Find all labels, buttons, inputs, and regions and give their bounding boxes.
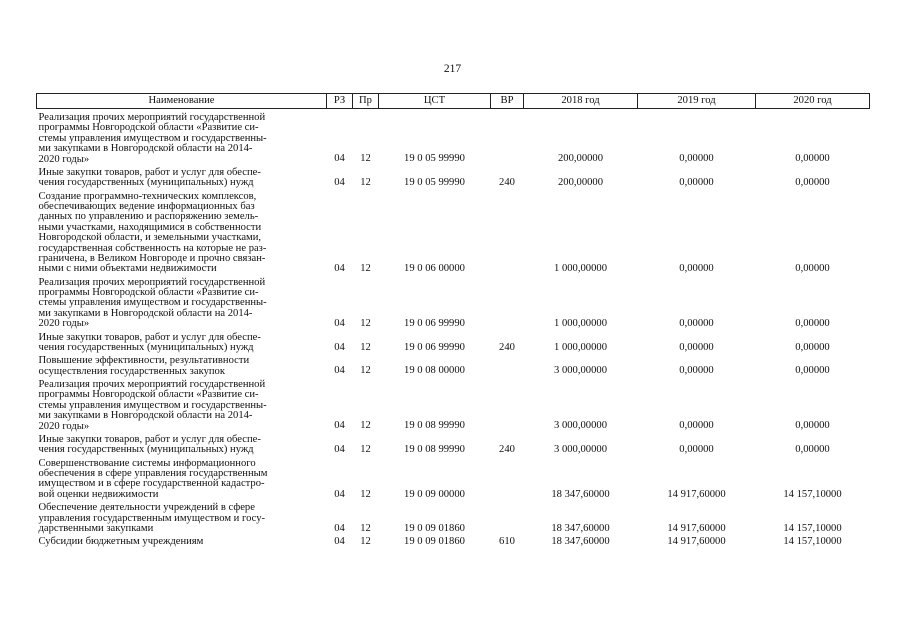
header-2020: 2020 год (756, 94, 870, 109)
name-line: Субсидии бюджетным учреждениям (38, 536, 204, 548)
header-vr: ВР (491, 94, 524, 109)
name-line: Иные закупки товаров, работ и услуг для обеспе- (38, 331, 261, 343)
name-line: Иные закупки товаров, работ и услуг для обеспе- (38, 433, 261, 445)
cell-name (37, 501, 327, 535)
table-row (37, 535, 870, 549)
name-line: Реализация прочих мероприятий государственной (38, 112, 266, 123)
table-row (37, 331, 870, 355)
name-line: 2020 годы» (38, 318, 90, 330)
header-2018: 2018 год (524, 94, 638, 109)
name-line: ными участками, находящимися в собственности (38, 221, 262, 233)
cell-cst: 19 0 06 99990 (404, 317, 465, 329)
cell-2018: 1 000,00000 (554, 341, 607, 353)
cell-rz: 04 (334, 420, 345, 432)
name-line: осуществления государственных закупок (38, 365, 225, 377)
cell-2019: 14 917,60000 (667, 536, 726, 548)
name-line: ными с ними объектами недвижимости (38, 263, 217, 275)
page-number: 217 (443, 63, 462, 75)
cell-name (37, 433, 327, 457)
cell-2019: 14 917,60000 (667, 488, 726, 500)
cell-2019: 0,00000 (679, 365, 714, 377)
name-line: вой оценки недвижимости (38, 488, 159, 500)
cell-cst: 19 0 06 00000 (404, 263, 465, 275)
cell-2020: 0,00000 (795, 263, 830, 275)
name-line: Повышение эффективности, результативности (38, 355, 250, 367)
header-2019: 2019 год (638, 94, 756, 109)
cell-vr: 240 (499, 444, 515, 456)
cell-cst: 19 0 05 99990 (404, 177, 465, 189)
table-row (37, 378, 870, 433)
name-line: Иные закупки товаров, работ и услуг для обеспе- (38, 166, 261, 178)
cell-2020: 14 157,10000 (783, 522, 842, 534)
name-line: чения государственных (муниципальных) нужд (38, 444, 254, 456)
cell-pr: 12 (360, 444, 371, 456)
cell-2018: 18 347,60000 (551, 536, 610, 548)
cell-rz: 04 (334, 341, 345, 353)
name-line: стемы управления имуществом и государственны- (38, 297, 267, 309)
header-name: Наименование (37, 94, 327, 109)
cell-rz: 04 (334, 365, 345, 377)
cell-vr (491, 378, 524, 433)
name-line: 2020 годы» (38, 420, 90, 432)
cell-vr: 610 (499, 536, 515, 548)
cell-vr (491, 354, 524, 378)
cell-2019: 0,00000 (679, 317, 714, 329)
cell-2018: 1 000,00000 (554, 263, 607, 275)
cell-rz: 04 (334, 444, 345, 456)
name-line: Совершенствование системы информационного (38, 457, 256, 469)
cell-2019: 0,00000 (679, 420, 714, 432)
cell-2018: 200,00000 (557, 177, 604, 189)
cell-2020: 0,00000 (795, 317, 830, 329)
header-pr: Пр (353, 94, 379, 109)
cell-2018: 18 347,60000 (551, 488, 610, 500)
cell-name (37, 190, 327, 276)
cell-2019: 14 917,60000 (667, 522, 726, 534)
table-row (37, 276, 870, 331)
cell-cst: 19 0 08 99990 (404, 444, 465, 456)
name-line: Создание программно-технических комплексов, (38, 190, 257, 202)
cell-rz: 04 (334, 263, 345, 275)
cell-cst: 19 0 08 99990 (404, 420, 465, 432)
name-line: чения государственных (муниципальных) нужд (38, 341, 254, 353)
name-line: 2020 годы» (38, 153, 90, 165)
cell-rz: 04 (334, 177, 345, 189)
cell-pr: 12 (360, 488, 371, 500)
cell-cst: 19 0 09 01860 (404, 536, 465, 548)
cell-vr (491, 501, 524, 535)
cell-vr (491, 111, 524, 166)
name-line: программы Новгородской области «Развитие си- (38, 122, 259, 134)
cell-pr: 12 (360, 263, 371, 275)
cell-pr: 12 (360, 536, 371, 548)
cell-pr: 12 (360, 420, 371, 432)
name-line: государственная собственность на которые не раз- (38, 242, 267, 254)
cell-2019: 0,00000 (679, 177, 714, 189)
cell-2018: 18 347,60000 (551, 522, 610, 534)
cell-name (37, 457, 327, 502)
table-row (37, 354, 870, 378)
name-line: обеспечивающих ведение информационных баз (38, 201, 255, 212)
cell-2019: 0,00000 (679, 444, 714, 456)
cell-2019: 0,00000 (679, 153, 714, 165)
name-line: Обеспечение деятельности учреждений в сфере (38, 502, 255, 514)
table-row (37, 166, 870, 190)
cell-cst: 19 0 09 01860 (404, 522, 465, 534)
cell-vr: 240 (499, 177, 515, 189)
cell-vr: 240 (499, 341, 515, 353)
cell-pr: 12 (360, 522, 371, 534)
name-line: дарственными закупками (38, 522, 154, 534)
cell-pr: 12 (360, 317, 371, 329)
cell-2020: 0,00000 (795, 365, 830, 377)
header-row (37, 94, 870, 109)
cell-2018: 1 000,00000 (554, 317, 607, 329)
cell-cst: 19 0 09 00000 (404, 488, 465, 500)
name-line: стемы управления имуществом и государственны- (38, 132, 267, 144)
cell-rz: 04 (334, 522, 345, 534)
cell-name (37, 111, 327, 166)
cell-rz: 04 (334, 536, 345, 548)
cell-2018: 3 000,00000 (554, 365, 607, 377)
name-line: программы Новгородской области «Развитие си- (38, 389, 259, 401)
cell-2018: 200,00000 (557, 153, 604, 165)
table-row (37, 190, 870, 276)
cell-cst: 19 0 06 99990 (404, 341, 465, 353)
cell-rz: 04 (334, 153, 345, 165)
header-cst: ЦСТ (379, 94, 491, 109)
name-line: данных по управлению и распоряжению земель- (38, 211, 259, 223)
cell-2018: 3 000,00000 (554, 444, 607, 456)
cell-name (37, 331, 327, 355)
cell-name (37, 354, 327, 378)
name-line: управления государственным имуществом и госу- (38, 512, 266, 524)
cell-vr (491, 190, 524, 276)
cell-2019: 0,00000 (679, 341, 714, 353)
cell-name (37, 276, 327, 331)
name-line: стемы управления имуществом и государственны- (38, 399, 267, 411)
name-line: чения государственных (муниципальных) нужд (38, 177, 254, 189)
cell-vr (491, 457, 524, 502)
cell-2020: 0,00000 (795, 177, 830, 189)
cell-vr (491, 276, 524, 331)
cell-2020: 0,00000 (795, 444, 830, 456)
cell-2018: 3 000,00000 (554, 420, 607, 432)
cell-2020: 0,00000 (795, 341, 830, 353)
header-rz: РЗ (327, 94, 353, 109)
cell-pr: 12 (360, 341, 371, 353)
table-row (37, 433, 870, 457)
name-line: Реализация прочих мероприятий государственной (38, 276, 266, 288)
cell-2020: 0,00000 (795, 153, 830, 165)
name-line: Реализация прочих мероприятий государственной (38, 379, 266, 390)
name-line: ми закупками в Новгородской области на 2014- (38, 410, 253, 422)
name-line: Новгородской области, и земельными участками, (38, 232, 262, 244)
cell-rz: 04 (334, 317, 345, 329)
cell-cst: 19 0 05 99990 (404, 153, 465, 165)
table-row (37, 457, 870, 502)
cell-pr: 12 (360, 153, 371, 165)
name-line: граничена, в Великом Новгороде и прочно связан- (38, 252, 266, 264)
cell-cst: 19 0 08 00000 (404, 365, 465, 377)
table-row (37, 501, 870, 535)
cell-name (37, 378, 327, 433)
cell-2019: 0,00000 (679, 263, 714, 275)
table-row (37, 111, 870, 166)
cell-name (37, 166, 327, 190)
cell-pr: 12 (360, 177, 371, 189)
cell-pr: 12 (360, 365, 371, 377)
cell-2020: 14 157,10000 (783, 488, 842, 500)
name-line: ми закупками в Новгородской области на 2014- (38, 307, 253, 319)
cell-name (37, 535, 327, 549)
cell-rz: 04 (334, 488, 345, 500)
budget-table (36, 93, 870, 549)
name-line: обеспечения в сфере управления государственным (38, 468, 268, 479)
name-line: программы Новгородской области «Развитие си- (38, 287, 259, 298)
cell-2020: 14 157,10000 (783, 536, 842, 548)
name-line: имуществом и в сфере государственной кадастро- (38, 478, 265, 490)
name-line: ми закупками в Новгородской области на 2014- (38, 143, 253, 155)
cell-2020: 0,00000 (795, 420, 830, 432)
